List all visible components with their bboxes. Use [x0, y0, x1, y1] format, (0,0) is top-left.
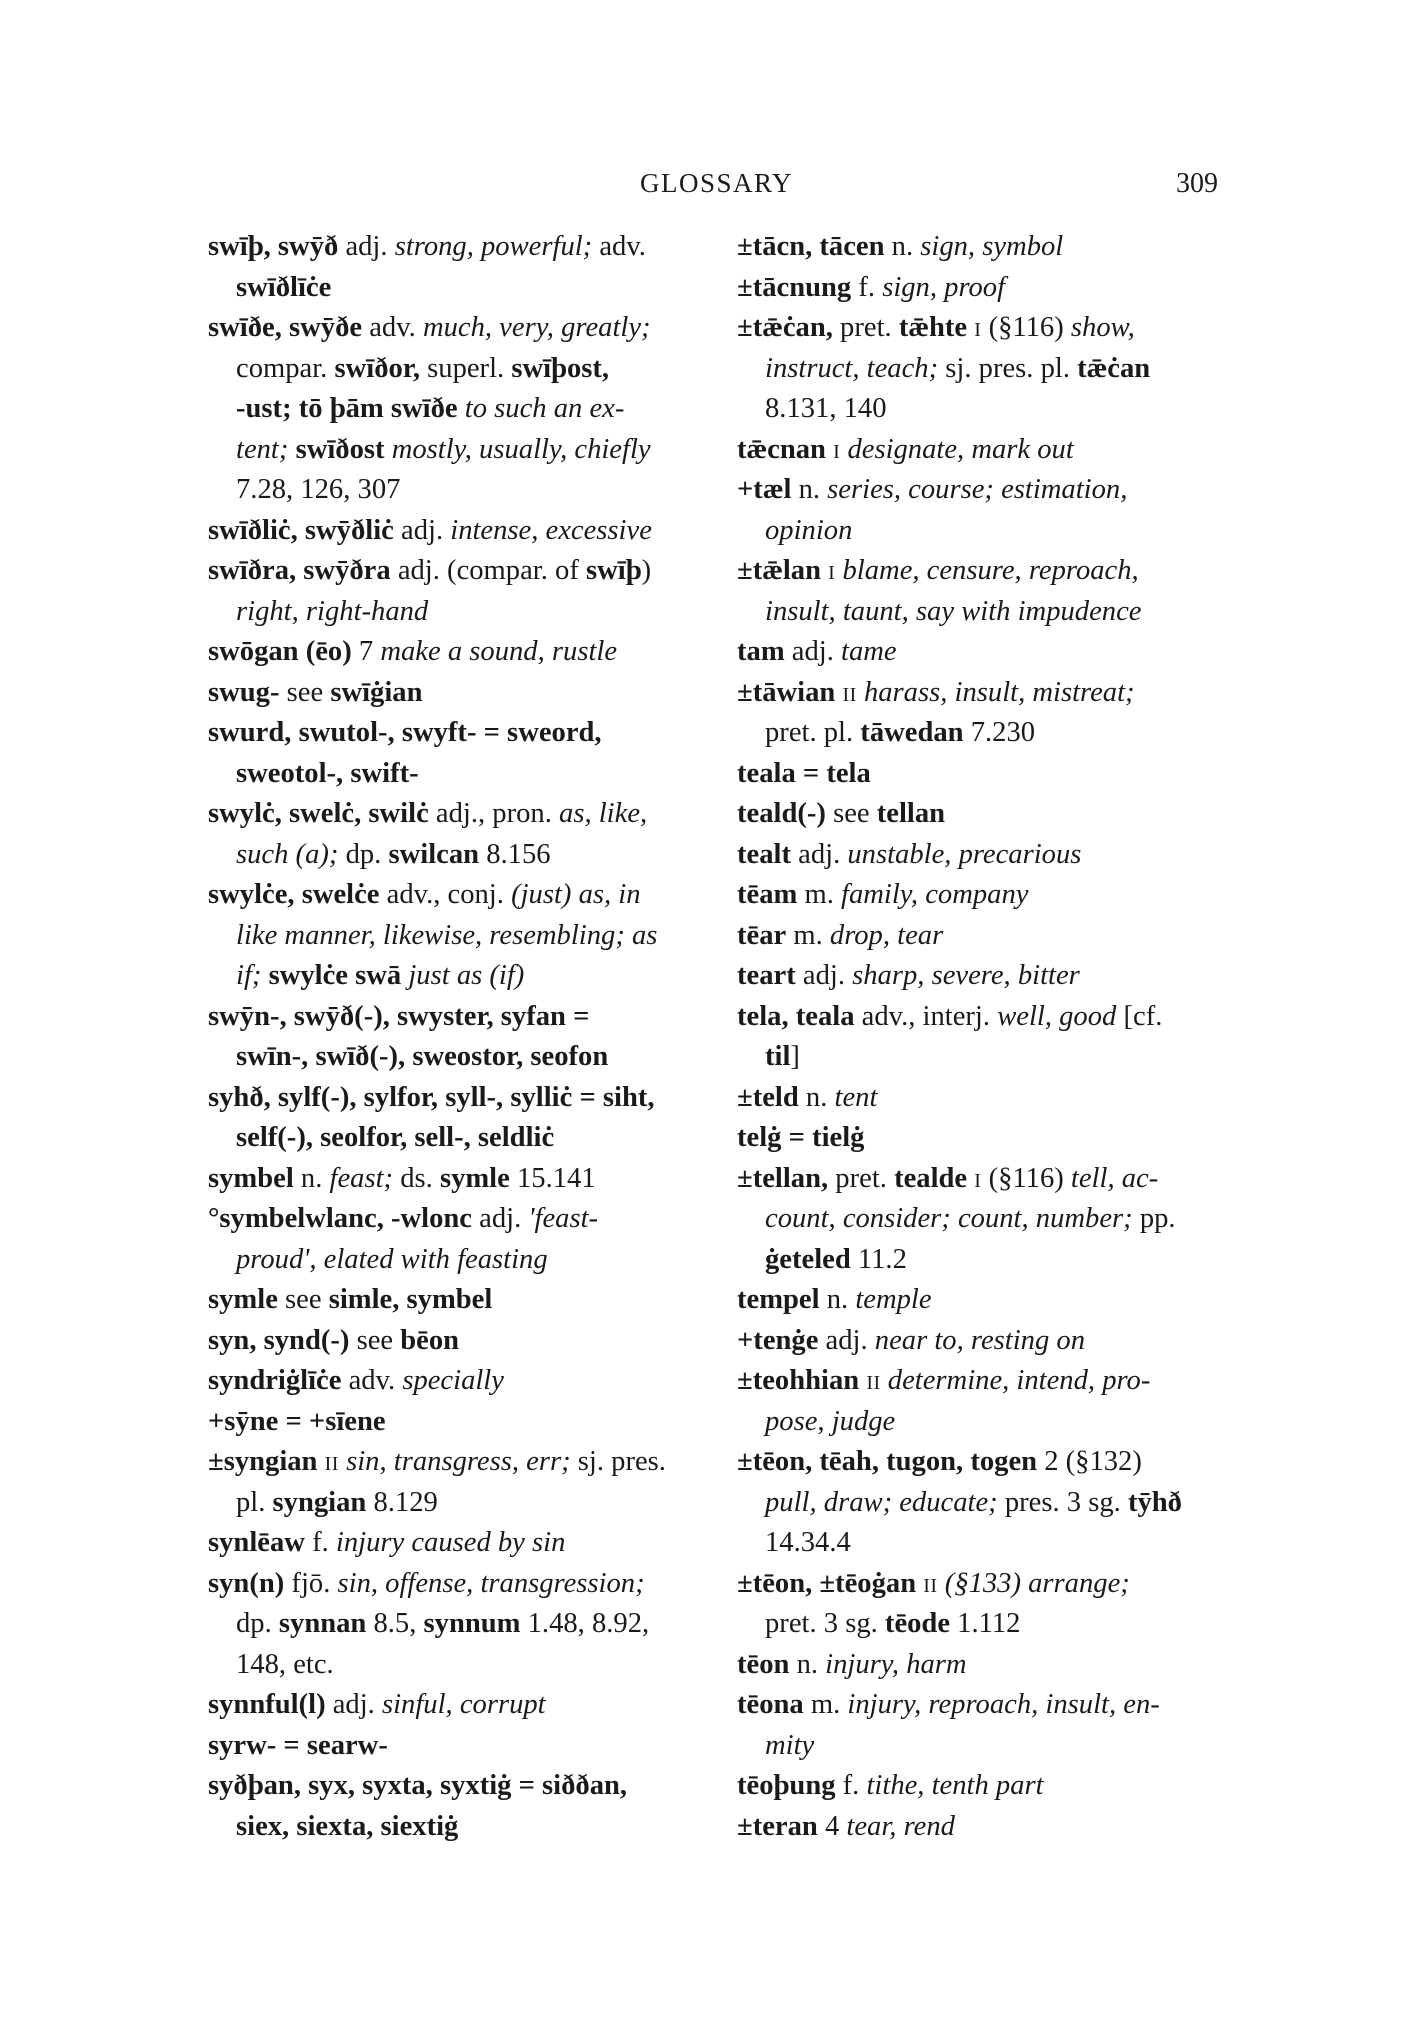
headword: swilcan — [388, 838, 480, 870]
definition: count, consider; count, number; — [765, 1203, 1133, 1234]
entry-headline — [208, 551, 708, 592]
entry-headline — [737, 1766, 1237, 1807]
definition: tent; — [236, 433, 289, 465]
headword: siex, siexta, siextiġ — [236, 1810, 459, 1842]
entry-continuation-line — [737, 1483, 1237, 1524]
headword: ±tācnung — [737, 271, 852, 303]
entry-headline — [737, 875, 1237, 916]
headword: swylċe, swelċe — [208, 879, 380, 910]
entry-headline — [208, 511, 708, 552]
entry-continuation-line — [737, 511, 1237, 552]
grammar-note — [881, 1365, 888, 1396]
definition: sinful, corrupt — [381, 1689, 546, 1720]
grammar-note: adj. — [472, 1203, 529, 1234]
grammar-note — [317, 1446, 324, 1477]
entry-headline — [737, 1078, 1237, 1119]
grammar-note: pret. 3 sg. — [765, 1608, 885, 1639]
definition: if; — [236, 960, 262, 991]
grammar-note: m. — [803, 1689, 848, 1720]
headword: synlēaw — [208, 1527, 305, 1558]
grammar-note: 1.48, 8.92, — [520, 1608, 650, 1639]
headword: tēode — [884, 1608, 951, 1639]
grammar-note: adj. — [818, 1324, 875, 1356]
grammar-note: adj. — [393, 514, 451, 546]
definition: blame, censure, reproach, — [842, 555, 1139, 586]
verb-class: I — [828, 562, 836, 584]
headword: swīðliċ, swӯðliċ — [208, 514, 394, 546]
entry-continuation-line — [737, 1037, 1237, 1078]
entry-headline — [737, 1645, 1237, 1686]
headword: tealt — [737, 838, 791, 870]
definition: unstable, precarious — [847, 838, 1082, 870]
headword: syðþan, syx, syxta, syxtiġ = siððan, — [208, 1770, 628, 1801]
headword: syn(n) — [208, 1567, 285, 1599]
definition: series, course; estimation, — [827, 474, 1128, 505]
grammar-note: 7.230 — [963, 717, 1036, 748]
grammar-note: 8.5, — [366, 1608, 424, 1639]
headword: tempel — [737, 1284, 820, 1315]
definition: feast; — [329, 1162, 394, 1194]
headword: swylċe swā — [268, 960, 402, 991]
running-head-title: GLOSSARY — [640, 168, 794, 198]
headword: swīðost — [295, 433, 385, 465]
definition: sign, proof — [882, 271, 1006, 303]
definition: 'feast- — [528, 1203, 599, 1234]
grammar-note: f. — [851, 271, 883, 303]
definition: injury caused by sin — [335, 1527, 566, 1558]
grammar-note: adj., pron. — [428, 798, 560, 829]
entry-continuation-line — [208, 1807, 708, 1848]
entry-headline — [208, 1726, 708, 1767]
entry-continuation-line — [208, 1483, 708, 1524]
headword: syn, synd(-) — [208, 1324, 350, 1356]
entry-headline — [208, 308, 708, 349]
grammar-note: pres. 3 sg. — [997, 1486, 1128, 1518]
grammar-note: superl. — [420, 352, 512, 384]
entry-continuation-line — [737, 592, 1237, 633]
grammar-note: pret. — [832, 312, 899, 343]
headword: swīþost, — [511, 352, 610, 384]
definition: strong, powerful; — [394, 231, 593, 262]
headword: swīþ, swӯð — [208, 231, 339, 262]
entry-headline — [208, 1523, 708, 1564]
grammar-note: adv. — [341, 1365, 403, 1396]
grammar-note — [261, 960, 268, 991]
headword: ±tēon, tēah, tugon, togen — [737, 1446, 1038, 1477]
entry-headline — [737, 956, 1237, 997]
entry-headline — [737, 551, 1237, 592]
headword: telġ = tielġ — [737, 1122, 865, 1153]
grammar-note: dp. — [338, 838, 389, 870]
grammar-note: see — [277, 1284, 329, 1315]
grammar-note: m. — [786, 919, 830, 951]
headword: synnan — [278, 1608, 367, 1639]
definition: much, very, greatly; — [422, 312, 651, 343]
grammar-note: n. — [798, 1081, 835, 1113]
entry-headline — [737, 835, 1237, 876]
entry-headline — [208, 1159, 708, 1200]
entry-headline — [208, 1766, 708, 1807]
definition: harass, insult, mistreat; — [863, 676, 1135, 708]
entry-headline — [208, 1199, 708, 1240]
entry-headline — [208, 1321, 708, 1362]
grammar-note — [857, 677, 864, 708]
definition: tent — [834, 1081, 878, 1113]
entry-continuation-line — [208, 916, 708, 957]
grammar-note: n. — [293, 1162, 330, 1194]
grammar-note: fjō. — [284, 1567, 338, 1599]
entry-headline — [737, 632, 1237, 673]
definition: specially — [402, 1365, 504, 1396]
headword: swīðlīċe — [236, 271, 332, 303]
grammar-note: ds. — [393, 1162, 440, 1194]
entry-continuation-line — [737, 1402, 1237, 1443]
entry-headline — [737, 1361, 1237, 1402]
headword: ±teld — [737, 1081, 799, 1113]
headword: teala = tela — [737, 757, 871, 789]
grammar-note: adj. (compar. of — [390, 555, 586, 586]
definition: intense, excessive — [450, 514, 652, 546]
headword: swōgan (ēo) — [208, 636, 352, 667]
entry-continuation-line — [208, 835, 708, 876]
grammar-note: sj. pres. — [570, 1446, 666, 1477]
headword: tāwedan — [860, 717, 964, 748]
page-number: 309 — [1176, 168, 1218, 199]
headword: tǣcnan — [737, 433, 826, 465]
grammar-note: n. — [789, 1648, 826, 1680]
entry-continuation-line — [208, 1240, 708, 1281]
entry-headline — [208, 713, 708, 754]
headword: tealde — [894, 1162, 968, 1194]
definition: opinion — [765, 514, 853, 546]
entry-headline — [208, 227, 708, 268]
definition: as, like, — [559, 798, 648, 829]
grammar-note — [835, 555, 842, 586]
definition: pull, draw; educate; — [765, 1486, 998, 1518]
headword: synnum — [423, 1608, 521, 1639]
grammar-note: f. — [304, 1527, 336, 1558]
entry-continuation-line — [208, 349, 708, 390]
headword: ġeteled — [765, 1243, 851, 1275]
headword: teald(-) — [737, 798, 826, 829]
grammar-note: n. — [819, 1284, 856, 1315]
headword: -ust; tō þām swīðe — [236, 393, 458, 424]
headword: swīn-, swīð(-), sweostor, seofon — [236, 1041, 609, 1072]
grammar-note: 15.141 — [509, 1162, 596, 1194]
headword: ±teran — [737, 1810, 818, 1842]
grammar-note: pret. — [828, 1162, 895, 1194]
grammar-note: dp. — [236, 1608, 279, 1639]
verb-class: I — [974, 319, 982, 341]
headword: +sӯne = +sīene — [208, 1405, 386, 1437]
grammar-note: [cf. — [1116, 1000, 1163, 1032]
definition: (just) as, in — [511, 879, 641, 910]
headword: syngian — [272, 1486, 367, 1518]
headword: swylċ, swelċ, swilċ — [208, 798, 429, 829]
verb-class: II — [866, 1372, 881, 1394]
headword: ±tellan, — [737, 1162, 829, 1194]
definition: temple — [855, 1284, 932, 1315]
headword: tēon — [737, 1648, 790, 1680]
definition: tear, rend — [846, 1810, 955, 1842]
entry-headline — [737, 1159, 1237, 1200]
entry-headline — [737, 1807, 1237, 1848]
entry-continuation-line — [208, 1604, 708, 1645]
definition: mostly, usually, chiefly — [391, 433, 651, 465]
entry-headline — [737, 227, 1237, 268]
grammar-note: 1.112 — [950, 1608, 1021, 1639]
entry-continuation-line — [208, 1118, 708, 1159]
grammar-note: adv., interj. — [854, 1000, 998, 1032]
entry-headline — [737, 1685, 1237, 1726]
verb-class: II — [324, 1453, 339, 1475]
grammar-note: pret. pl. — [765, 717, 861, 748]
entry-headline — [737, 430, 1237, 471]
headword: symle — [208, 1284, 278, 1315]
entry-headline — [208, 673, 708, 714]
definition: family, company — [841, 879, 1029, 910]
definition: determine, intend, pro- — [887, 1365, 1151, 1396]
headword: tӯhð — [1127, 1486, 1182, 1518]
headword: bēon — [400, 1324, 460, 1356]
grammar-note: pl. — [236, 1486, 273, 1518]
entry-headline — [737, 1442, 1237, 1483]
entry-continuation-line — [208, 470, 708, 511]
glossary-column-right — [737, 227, 1237, 1847]
definition: right, right-hand — [236, 595, 429, 627]
headword: tǣhte — [898, 312, 968, 343]
grammar-note — [288, 434, 295, 465]
grammar-note: 7.28, 126, 307 — [236, 474, 401, 505]
headword: swīðra, swӯðra — [208, 555, 391, 586]
entry-headline — [737, 470, 1237, 511]
glossary-column-left — [208, 227, 708, 1847]
grammar-note: see — [349, 1324, 401, 1356]
entry-continuation-line — [208, 956, 708, 997]
grammar-note — [458, 393, 465, 424]
headword: syndriġlīċe — [208, 1365, 342, 1396]
entry-headline — [208, 997, 708, 1038]
entry-headline — [208, 1564, 708, 1605]
headword: °symbelwlanc, -wlonc — [208, 1203, 473, 1234]
entry-headline — [737, 1564, 1237, 1605]
headword: ±tǣlan — [737, 555, 822, 586]
headword: tēar — [737, 919, 787, 951]
grammar-note: m. — [797, 879, 842, 910]
entry-continuation-line — [737, 389, 1237, 430]
definition: to such an ex- — [464, 393, 625, 424]
entry-continuation-line — [208, 754, 708, 795]
entry-continuation-line — [208, 1645, 708, 1686]
grammar-note: see — [825, 798, 877, 829]
grammar-note: 7 — [351, 636, 381, 667]
definition: mity — [765, 1729, 815, 1761]
entry-continuation-line — [208, 592, 708, 633]
headword: syrw- = searw- — [208, 1729, 388, 1761]
grammar-note: adj. — [795, 960, 853, 991]
grammar-note: adj. — [325, 1689, 382, 1720]
entry-headline — [737, 268, 1237, 309]
headword: ±tǣċan, — [737, 312, 833, 343]
headword: self(-), seolfor, sell-, seldliċ — [236, 1122, 555, 1153]
definition: injury, reproach, insult, en- — [847, 1689, 1160, 1720]
grammar-note: 8.156 — [479, 838, 551, 870]
definition: tame — [841, 636, 897, 667]
grammar-note: 11.2 — [850, 1243, 907, 1275]
entry-continuation-line — [737, 1199, 1237, 1240]
headword: symbel — [208, 1162, 294, 1194]
headword: ±tāwian — [737, 676, 836, 708]
definition: sin, transgress, err; — [346, 1446, 571, 1477]
entry-headline — [208, 1685, 708, 1726]
entry-continuation-line — [737, 1523, 1237, 1564]
grammar-note: n. — [884, 231, 921, 262]
entry-headline — [737, 673, 1237, 714]
definition: well, good — [997, 1000, 1117, 1032]
entry-continuation-line — [737, 1604, 1237, 1645]
grammar-note: compar. — [236, 352, 335, 384]
grammar-note: 8.129 — [366, 1486, 438, 1518]
entry-continuation-line — [208, 1037, 708, 1078]
definition: make a sound, rustle — [380, 636, 618, 667]
grammar-note: adj. — [790, 838, 848, 870]
definition: sin, offense, transgression; — [337, 1567, 645, 1599]
definition: such (a); — [236, 838, 339, 870]
definition: like manner, likewise, resembling; as — [236, 919, 658, 951]
entry-headline — [208, 875, 708, 916]
grammar-note: sj. pres. pl. — [938, 352, 1078, 384]
definition: designate, mark out — [847, 433, 1074, 465]
headword: +tæl — [737, 474, 792, 505]
entry-headline — [208, 794, 708, 835]
grammar-note: 148, etc. — [236, 1648, 334, 1680]
entry-headline — [208, 632, 708, 673]
definition: tithe, tenth part — [866, 1770, 1044, 1801]
headword: swurd, swutol-, swyft- = sweord, — [208, 717, 602, 748]
headword: swīġian — [330, 676, 423, 708]
entry-headline — [208, 1402, 708, 1443]
headword: tellan — [876, 798, 946, 829]
headword: swug- — [208, 676, 280, 708]
entry-continuation-line — [208, 430, 708, 471]
headword: swӯn-, swӯð(-), swyster, syfan = — [208, 1000, 590, 1032]
verb-class: II — [842, 683, 857, 706]
grammar-note: n. — [791, 474, 828, 505]
entry-headline — [208, 1078, 708, 1119]
headword: tam — [737, 636, 785, 667]
grammar-note: (§116) — [981, 312, 1071, 343]
grammar-note: 2 (§132) — [1037, 1446, 1142, 1477]
headword: +tenġe — [737, 1324, 819, 1356]
headword: teart — [737, 960, 796, 991]
headword: symle — [439, 1162, 510, 1194]
headword: tēona — [737, 1689, 804, 1720]
entry-continuation-line — [208, 268, 708, 309]
entry-continuation-line — [737, 1726, 1237, 1767]
headword: til — [765, 1041, 791, 1072]
entry-headline — [737, 1118, 1237, 1159]
headword: tēam — [737, 879, 798, 910]
grammar-note: adv. — [362, 312, 423, 343]
headword: ±tācn, tācen — [737, 231, 885, 262]
entry-headline — [737, 916, 1237, 957]
grammar-note: 4 — [817, 1810, 847, 1842]
headword: syhð, sylf(-), sylfor, syll-, sylliċ = siht, — [208, 1081, 655, 1113]
headword: swīþ — [586, 555, 642, 586]
entry-headline — [737, 308, 1237, 349]
entry-headline — [208, 1442, 708, 1483]
running-head — [0, 168, 1428, 204]
grammar-note: adj. — [784, 636, 842, 667]
headword: ±syngian — [208, 1446, 318, 1477]
verb-class: II — [923, 1574, 938, 1597]
grammar-note — [385, 434, 392, 465]
verb-class: I — [974, 1169, 982, 1192]
headword: swīðe, swӯðe — [208, 312, 363, 343]
headword: tǣċan — [1077, 352, 1151, 384]
headword: synnful(l) — [208, 1689, 326, 1720]
grammar-note: 14.34.4 — [765, 1527, 851, 1558]
entry-continuation-line — [208, 389, 708, 430]
definition: (§133) arrange; — [944, 1567, 1130, 1599]
definition: near to, resting on — [874, 1324, 1086, 1356]
entry-headline — [208, 1280, 708, 1321]
definition: show, — [1070, 312, 1135, 343]
definition: tell, ac- — [1070, 1162, 1159, 1194]
definition: injury, harm — [825, 1648, 967, 1680]
grammar-note: f. — [835, 1770, 867, 1801]
grammar-note: ) — [641, 555, 652, 586]
entry-continuation-line — [737, 713, 1237, 754]
grammar-note: adv., conj. — [379, 879, 512, 910]
definition: just as (if) — [408, 960, 525, 991]
entry-headline — [737, 794, 1237, 835]
definition: pose, judge — [765, 1405, 896, 1437]
grammar-note: (§116) — [981, 1162, 1071, 1194]
grammar-note: see — [279, 676, 331, 708]
grammar-note: adv. — [592, 231, 646, 262]
grammar-note: pp. — [1132, 1203, 1176, 1234]
grammar-note: 8.131, 140 — [765, 393, 887, 424]
headword: tela, teala — [737, 1000, 855, 1032]
definition: proud', elated with feasting — [236, 1243, 548, 1275]
definition: drop, tear — [829, 919, 944, 951]
definition: sharp, severe, bitter — [852, 960, 1080, 991]
definition: insult, taunt, say with impudence — [765, 595, 1142, 627]
entry-continuation-line — [737, 1240, 1237, 1281]
headword: sweotol-, swift- — [236, 757, 419, 789]
headword: tēoþung — [737, 1770, 836, 1801]
entry-headline — [737, 754, 1237, 795]
entry-headline — [208, 1361, 708, 1402]
entry-headline — [737, 1321, 1237, 1362]
verb-class: I — [833, 440, 841, 463]
headword: swīðor, — [334, 352, 420, 384]
definition: instruct, teach; — [765, 352, 939, 384]
entry-headline — [737, 1280, 1237, 1321]
grammar-note: adj. — [338, 231, 395, 262]
headword: simle, symbel — [328, 1284, 493, 1315]
headword: ±teohhian — [737, 1365, 860, 1396]
entry-headline — [737, 997, 1237, 1038]
headword: ±tēon, ±tēoġan — [737, 1567, 917, 1599]
grammar-note — [938, 1568, 945, 1599]
entry-continuation-line — [737, 349, 1237, 390]
grammar-note: ] — [790, 1041, 800, 1072]
definition: sign, symbol — [920, 231, 1064, 262]
